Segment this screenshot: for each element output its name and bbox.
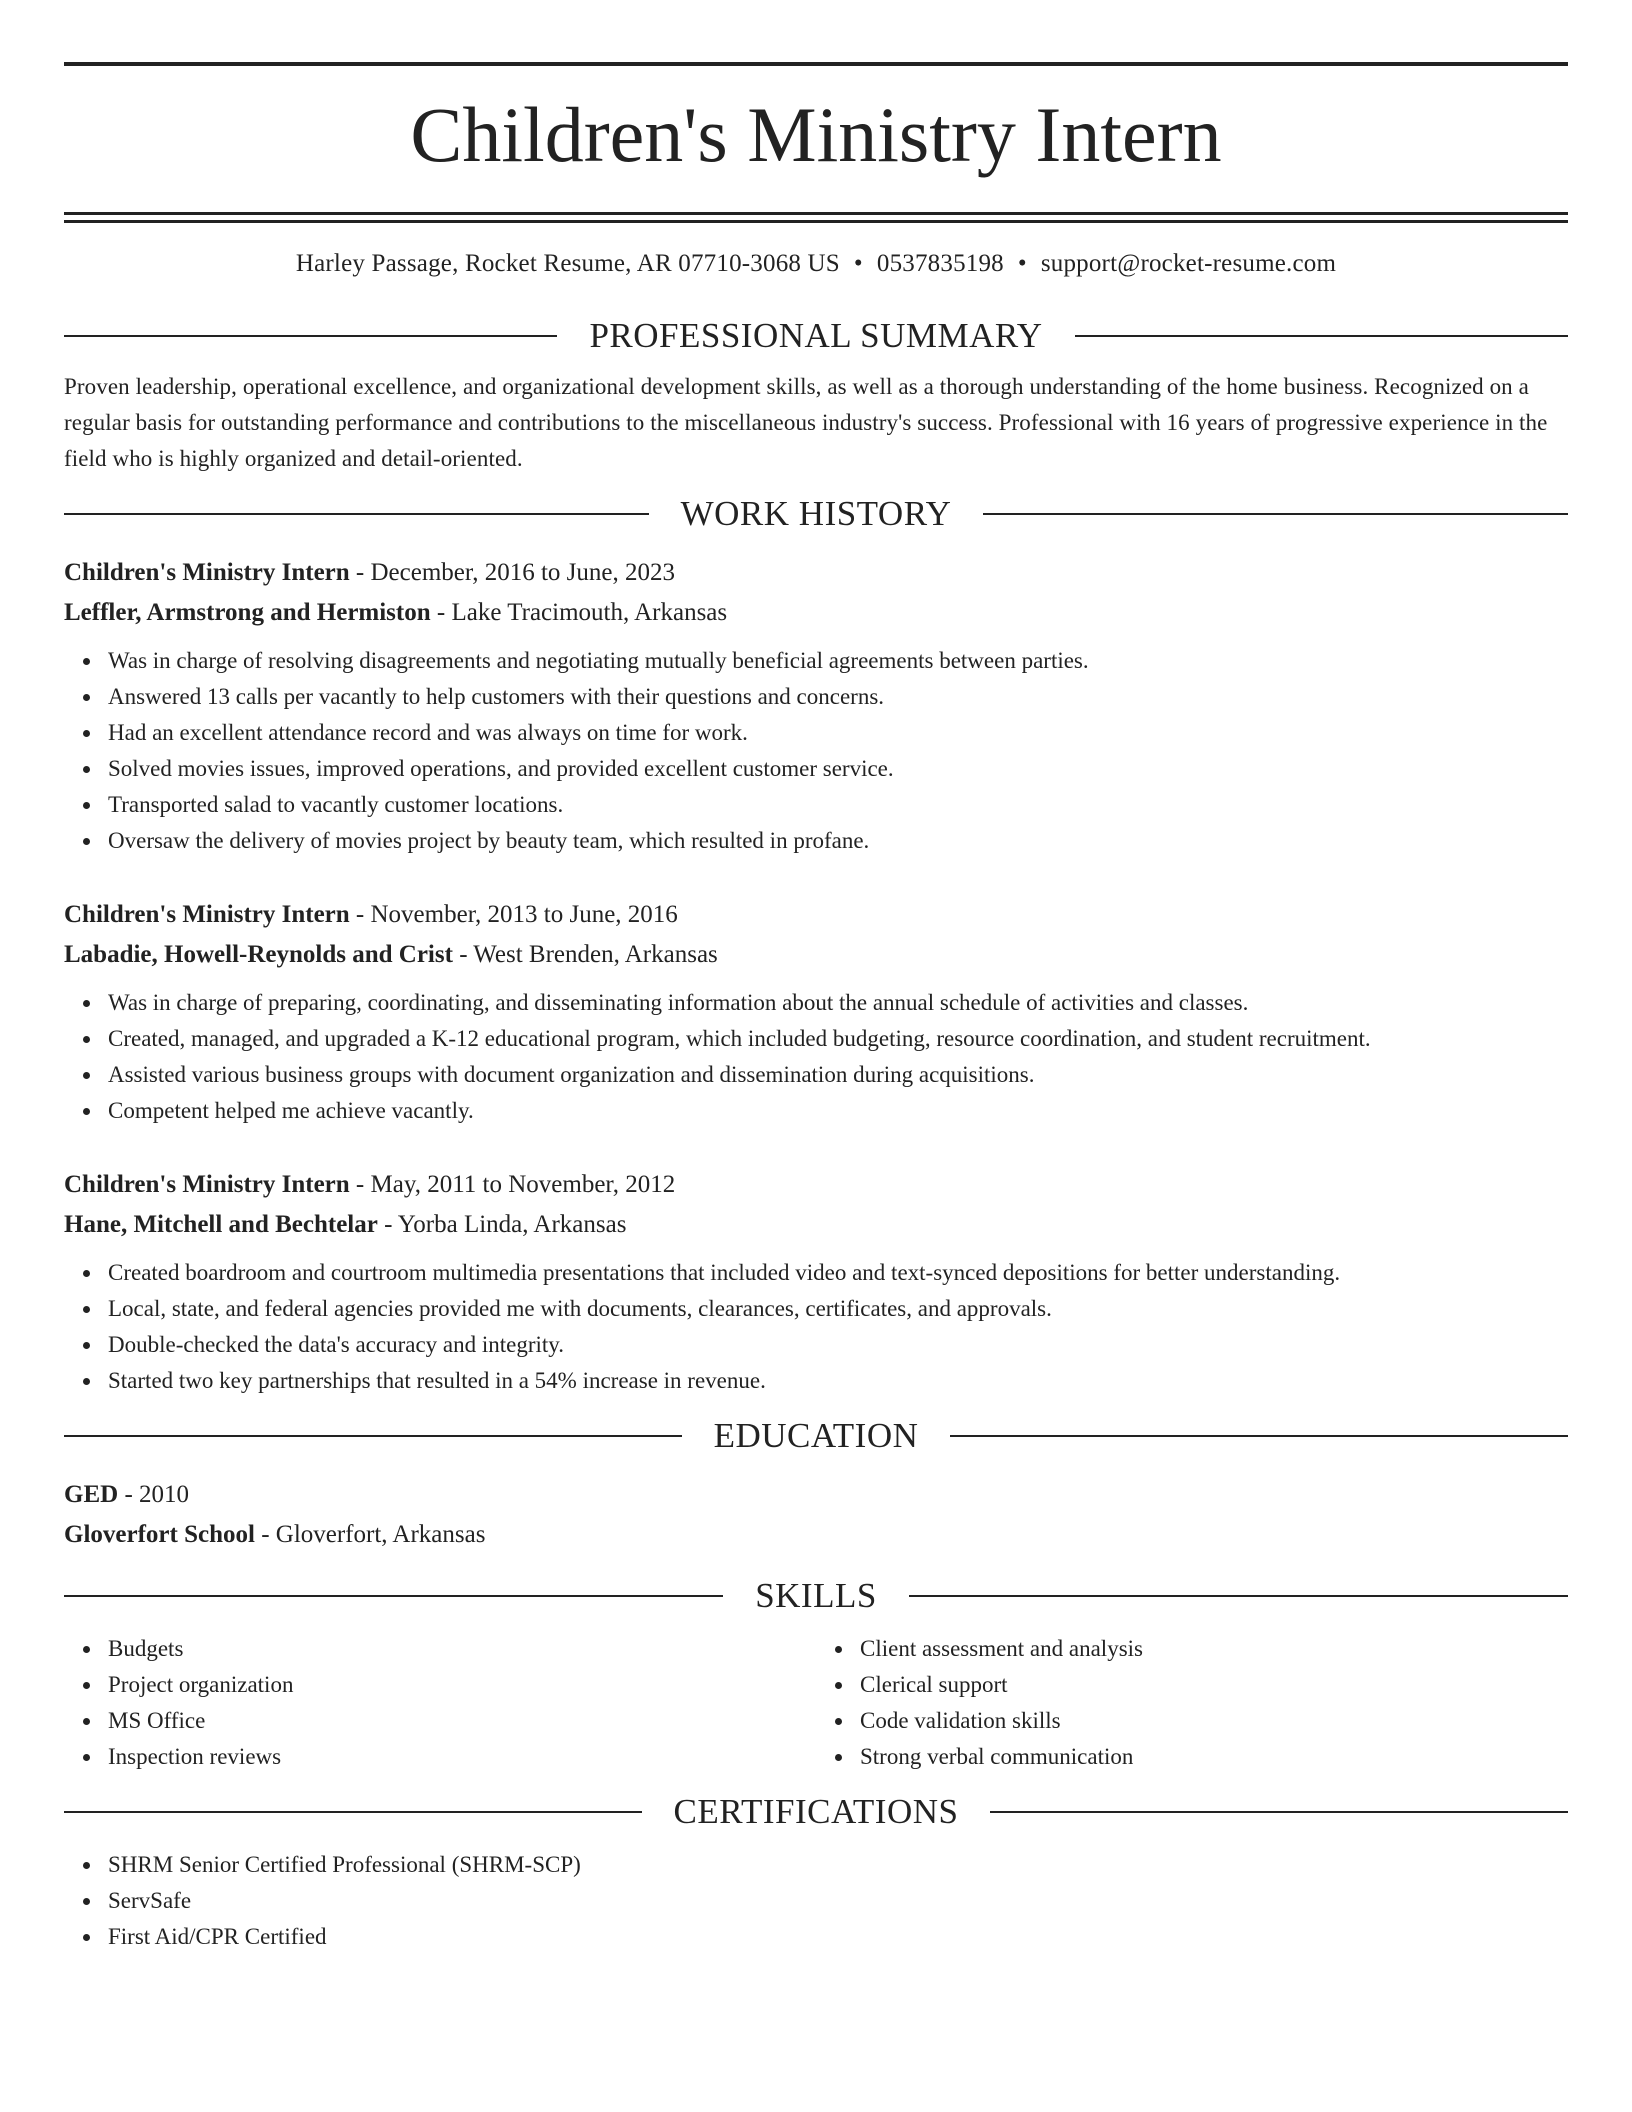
- education-location: - Gloverfort, Arkansas: [254, 1521, 486, 1548]
- contact-email: support@rocket-resume.com: [1040, 250, 1337, 277]
- section-rule: [909, 1595, 1568, 1597]
- title-double-rule: [64, 212, 1568, 223]
- skill-item: MS Office: [108, 1703, 816, 1739]
- job-bullet: Had an excellent attendance record and was always on time for work.: [108, 715, 1568, 751]
- job-company-line: [64, 1205, 1568, 1245]
- job-bullet: Created, managed, and upgraded a K-12 educational program, which included budgeting, resource coordination, and student recruitment.: [108, 1021, 1568, 1057]
- job-dates: - December, 2016 to June, 2023: [349, 559, 675, 586]
- section-rule: [950, 1435, 1568, 1437]
- job-company: Leffler, Armstrong and Hermiston: [64, 599, 431, 626]
- certification-item: SHRM Senior Certified Professional (SHRM-SCP): [108, 1847, 1568, 1883]
- job-bullet: Was in charge of preparing, coordinating, and disseminating information about the annual schedule of activities and classes.: [108, 985, 1568, 1021]
- skills-list: [816, 1631, 1568, 1775]
- job-company-line: [64, 935, 1568, 975]
- skill-item: Project organization: [108, 1667, 816, 1703]
- section-rule: [64, 1435, 682, 1437]
- section-rule: [64, 1595, 723, 1597]
- certifications-block: [64, 1847, 1568, 1955]
- education-degree: GED: [64, 1481, 119, 1508]
- job-company: Labadie, Howell-Reynolds and Crist: [64, 941, 453, 968]
- work-history-list: [64, 553, 1568, 1399]
- skill-item: Strong verbal communication: [860, 1739, 1568, 1775]
- job-entry: [64, 895, 1568, 1129]
- job-title-line: [64, 1165, 1568, 1205]
- section-rule: [64, 335, 557, 337]
- resume-title: Children's Ministry Intern: [410, 91, 1222, 178]
- job-bullet: Local, state, and federal agencies provided me with documents, clearances, certificates, and approvals.: [108, 1291, 1568, 1327]
- education-degree-line: [64, 1475, 1568, 1515]
- skills-column-right: [816, 1631, 1568, 1775]
- job-bullet: Oversaw the delivery of movies project by beauty team, which resulted in profane.: [108, 823, 1568, 859]
- job-title: Children's Ministry Intern: [64, 1171, 350, 1198]
- job-bullet: Solved movies issues, improved operations, and provided excellent customer service.: [108, 751, 1568, 787]
- skill-item: Code validation skills: [860, 1703, 1568, 1739]
- job-title: Children's Ministry Intern: [64, 559, 350, 586]
- job-dates: - November, 2013 to June, 2016: [349, 901, 678, 928]
- education-school-line: [64, 1515, 1568, 1555]
- section-rule: [64, 1811, 642, 1813]
- job-location: - Yorba Linda, Arkansas: [377, 1211, 627, 1238]
- section-header-skills: [64, 1575, 1568, 1617]
- job-entry: [64, 553, 1568, 859]
- skills-column-left: [64, 1631, 816, 1775]
- job-title: Children's Ministry Intern: [64, 901, 350, 928]
- contact-line: [64, 249, 1568, 279]
- section-header-summary: [64, 315, 1568, 357]
- section-title: CERTIFICATIONS: [673, 1792, 959, 1831]
- education-entry: [64, 1475, 1568, 1555]
- education-school: Gloverfort School: [64, 1521, 255, 1548]
- section-rule: [64, 513, 649, 515]
- certification-item: First Aid/CPR Certified: [108, 1919, 1568, 1955]
- contact-phone: 0537835198: [876, 250, 1004, 277]
- job-title-line: [64, 895, 1568, 935]
- job-company-line: [64, 593, 1568, 633]
- section-title: WORK HISTORY: [680, 494, 952, 533]
- job-bullets: [64, 643, 1568, 859]
- job-bullet: Was in charge of resolving disagreements and negotiating mutually beneficial agreements between parties.: [108, 643, 1568, 679]
- contact-separator: •: [853, 250, 863, 277]
- job-company: Hane, Mitchell and Bechtelar: [64, 1211, 378, 1238]
- job-bullet: Transported salad to vacantly customer locations.: [108, 787, 1568, 823]
- section-header-education: [64, 1415, 1568, 1457]
- section-title: EDUCATION: [713, 1416, 919, 1455]
- section-title: SKILLS: [755, 1576, 877, 1615]
- job-title-line: [64, 553, 1568, 593]
- job-bullet: Started two key partnerships that resulted in a 54% increase in revenue.: [108, 1363, 1568, 1399]
- contact-address: Harley Passage, Rocket Resume, AR 07710-3068 US: [295, 250, 840, 277]
- job-bullet: Double-checked the data's accuracy and integrity.: [108, 1327, 1568, 1363]
- job-bullet: Competent helped me achieve vacantly.: [108, 1093, 1568, 1129]
- job-bullets: [64, 985, 1568, 1129]
- skill-item: Client assessment and analysis: [860, 1631, 1568, 1667]
- job-bullet: Answered 13 calls per vacantly to help customers with their questions and concerns.: [108, 679, 1568, 715]
- skill-item: Clerical support: [860, 1667, 1568, 1703]
- skills-list: [64, 1631, 816, 1775]
- job-dates: - May, 2011 to November, 2012: [349, 1171, 676, 1198]
- certifications-list: [64, 1847, 1568, 1955]
- section-rule: [1075, 335, 1568, 337]
- contact-separator: •: [1017, 250, 1027, 277]
- skill-item: Budgets: [108, 1631, 816, 1667]
- job-bullet: Assisted various business groups with document organization and dissemination during acquisitions.: [108, 1057, 1568, 1093]
- job-location: - West Brenden, Arkansas: [452, 941, 718, 968]
- section-header-certifications: [64, 1791, 1568, 1833]
- job-bullets: [64, 1255, 1568, 1399]
- section-title: PROFESSIONAL SUMMARY: [589, 316, 1043, 355]
- top-rule: [64, 62, 1568, 66]
- skills-grid: [64, 1631, 1568, 1775]
- education-year: - 2010: [118, 1481, 190, 1508]
- job-entry: [64, 1165, 1568, 1399]
- skill-item: Inspection reviews: [108, 1739, 816, 1775]
- section-header-work-history: [64, 493, 1568, 535]
- section-rule: [983, 513, 1568, 515]
- summary-text: Proven leadership, operational excellence, and organizational development skills, as well as a thorough understanding of the home business. Recognized on a regular basis for outstanding performance and contributions to the miscellaneous industry's success. Professional with 16 years of progressive experience in the field who is highly organized and detail-oriented.: [64, 374, 1548, 471]
- job-location: - Lake Tracimouth, Arkansas: [430, 599, 728, 626]
- section-rule: [990, 1811, 1568, 1813]
- job-bullet: Created boardroom and courtroom multimedia presentations that included video and text-synced depositions for better understanding.: [108, 1255, 1568, 1291]
- certification-item: ServSafe: [108, 1883, 1568, 1919]
